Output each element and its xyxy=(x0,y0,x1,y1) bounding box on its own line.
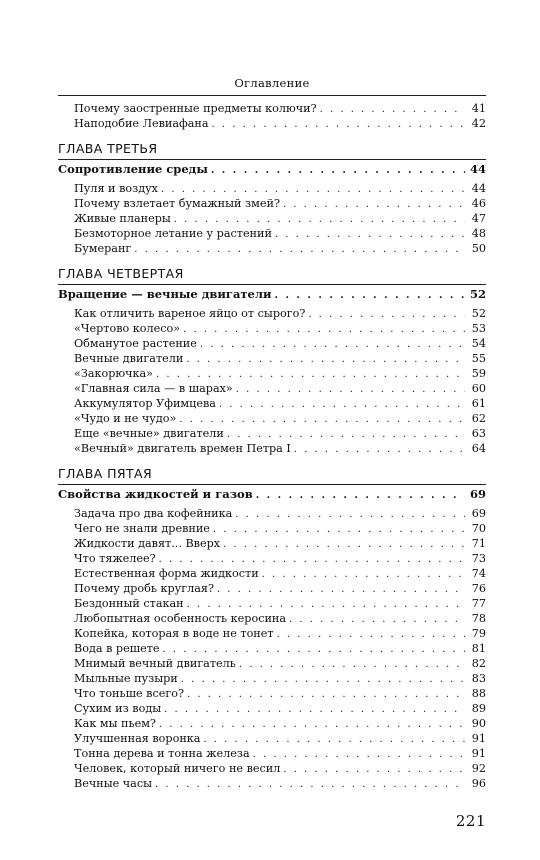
toc-entry-page: 81 xyxy=(471,642,486,655)
toc-entry-title: «Закорючка» xyxy=(74,367,154,380)
toc-entry-page: 91 xyxy=(471,732,486,745)
dot-leader xyxy=(227,427,465,442)
toc-entry xyxy=(58,116,486,131)
dot-leader xyxy=(256,487,465,504)
toc-entry-title: Вечные часы xyxy=(74,777,153,790)
toc-entry xyxy=(58,366,486,381)
dot-leader xyxy=(134,242,465,257)
toc-entry xyxy=(58,336,486,351)
toc-section xyxy=(58,161,486,178)
toc-entry xyxy=(58,731,486,746)
toc-entry-title: Обманутое растение xyxy=(74,337,197,350)
toc-entry-page: 47 xyxy=(471,212,486,225)
toc-entry xyxy=(58,411,486,426)
toc-entry-page: 48 xyxy=(471,227,486,240)
dot-leader xyxy=(235,507,465,522)
toc-entry-page: 52 xyxy=(471,307,486,320)
dot-leader xyxy=(164,702,465,717)
toc-entry xyxy=(58,596,486,611)
toc-entry-title: Еще «вечные» двигатели xyxy=(74,427,224,440)
dot-leader xyxy=(219,397,465,412)
dot-leader xyxy=(289,612,465,627)
dot-leader xyxy=(211,162,465,179)
toc-entry xyxy=(58,761,486,776)
toc-entry-title: Живые планеры xyxy=(74,212,171,225)
dot-leader xyxy=(203,732,465,747)
toc-section-title: Сопротивление среды xyxy=(58,162,208,176)
toc-entry xyxy=(58,701,486,716)
toc-entry-page: 76 xyxy=(471,582,486,595)
toc-entry-page: 60 xyxy=(471,382,486,395)
toc-entry xyxy=(58,671,486,686)
dot-leader xyxy=(239,657,465,672)
toc-entry xyxy=(58,381,486,396)
dot-leader xyxy=(223,537,465,552)
page-number: 221 xyxy=(455,812,486,830)
toc-entry-title: «Чертово колесо» xyxy=(74,322,181,335)
toc-section xyxy=(58,286,486,303)
running-header: Оглавление xyxy=(234,76,310,90)
toc-entry-title: Мыльные пузыри xyxy=(74,672,178,685)
section-wrap xyxy=(58,486,486,503)
dot-leader xyxy=(187,597,465,612)
chapter-heading: ГЛАВА ЧЕТВЕРТАЯ xyxy=(58,266,184,281)
dot-leader xyxy=(217,582,465,597)
dot-leader xyxy=(275,227,465,242)
toc-entry-title: Почему взлетает бумажный змей? xyxy=(74,197,280,210)
toc-entry-page: 44 xyxy=(471,182,486,195)
toc-entry-title: Вода в решете xyxy=(74,642,160,655)
section-wrap xyxy=(58,286,486,303)
toc-entry-page: 50 xyxy=(471,242,486,255)
toc-entry xyxy=(58,776,486,791)
dot-leader xyxy=(155,777,465,792)
toc-entry xyxy=(58,101,486,116)
dot-leader xyxy=(212,117,465,132)
toc-entry xyxy=(58,536,486,551)
dot-leader xyxy=(200,337,465,352)
toc-entry-title: Жидкости давят... Вверх xyxy=(74,537,221,550)
chapter-rule xyxy=(58,159,486,160)
toc-entry-title: Почему заостренные предметы колючи? xyxy=(74,102,317,115)
toc-entry-title: Мнимый вечный двигатель xyxy=(74,657,236,670)
toc-entry-title: Как отличить вареное яйцо от сырого? xyxy=(74,307,306,320)
toc-entry-page: 41 xyxy=(471,102,486,115)
toc-entry-page: 73 xyxy=(471,552,486,565)
dot-leader xyxy=(236,382,465,397)
dot-leader xyxy=(174,212,465,227)
chapter-heading: ГЛАВА ТРЕТЬЯ xyxy=(58,141,158,156)
toc-entry xyxy=(58,566,486,581)
toc-section-page: 69 xyxy=(469,487,486,501)
toc-section-title: Свойства жидкостей и газов xyxy=(58,487,253,501)
dot-leader xyxy=(181,672,465,687)
toc-entry-page: 62 xyxy=(471,412,486,425)
toc-entry-page: 46 xyxy=(471,197,486,210)
toc-section xyxy=(58,486,486,503)
toc-entry-title: Естественная форма жидкости xyxy=(74,567,259,580)
toc-entry-page: 55 xyxy=(471,352,486,365)
toc-entry-title: Что тяжелее? xyxy=(74,552,156,565)
toc-top-list xyxy=(58,101,486,131)
toc-entry-title: «Вечный» двигатель времен Петра I xyxy=(74,442,291,455)
toc-entry-page: 64 xyxy=(471,442,486,455)
section-wrap xyxy=(58,161,486,178)
toc-entry xyxy=(58,641,486,656)
toc-entry-title: Человек, который ничего не весил xyxy=(74,762,281,775)
toc-entry-page: 53 xyxy=(471,322,486,335)
dot-leader xyxy=(275,287,466,304)
dot-leader xyxy=(294,442,465,457)
toc-entry-title: Как мы пьем? xyxy=(74,717,156,730)
dot-leader xyxy=(159,552,465,567)
dot-leader xyxy=(161,182,465,197)
toc-entry-page: 54 xyxy=(471,337,486,350)
dot-leader xyxy=(253,747,465,762)
toc-entry-title: Улучшенная воронка xyxy=(74,732,201,745)
dot-leader xyxy=(179,412,465,427)
toc-entry xyxy=(58,581,486,596)
dot-leader xyxy=(163,642,465,657)
toc-entry-page: 69 xyxy=(471,507,486,520)
dot-leader xyxy=(159,717,465,732)
dot-leader xyxy=(277,627,465,642)
chapter-rule xyxy=(58,284,486,285)
toc-entry xyxy=(58,686,486,701)
toc-entry-page: 42 xyxy=(471,117,486,130)
toc-entry xyxy=(58,196,486,211)
toc-page xyxy=(58,70,486,830)
header-rule xyxy=(58,95,486,96)
dot-leader xyxy=(156,367,465,382)
toc-entry-page: 70 xyxy=(471,522,486,535)
toc-entry-page: 83 xyxy=(471,672,486,685)
toc-entry-title: Чего не знали древние xyxy=(74,522,210,535)
toc-entry xyxy=(58,626,486,641)
toc-entry-title: Вечные двигатели xyxy=(74,352,184,365)
toc-entry-title: Что тоньше всего? xyxy=(74,687,184,700)
dot-leader xyxy=(308,307,465,322)
toc-entry-title: Задача про два кофейника xyxy=(74,507,233,520)
toc-entry xyxy=(58,181,486,196)
toc-entry xyxy=(58,321,486,336)
toc-entry-title: Бездонный стакан xyxy=(74,597,184,610)
toc-entry xyxy=(58,351,486,366)
dot-leader xyxy=(187,687,465,702)
toc-entry-title: Аккумулятор Уфимцева xyxy=(74,397,216,410)
chapter-rule xyxy=(58,484,486,485)
dot-leader xyxy=(320,102,465,117)
chapters-container xyxy=(58,141,486,791)
dot-leader xyxy=(183,322,465,337)
toc-entry-page: 74 xyxy=(471,567,486,580)
toc-entry xyxy=(58,521,486,536)
toc-entry xyxy=(58,226,486,241)
dot-leader xyxy=(283,762,465,777)
toc-entry-title: «Чудо и не чудо» xyxy=(74,412,177,425)
toc-entry xyxy=(58,611,486,626)
toc-entry-page: 59 xyxy=(471,367,486,380)
dot-leader xyxy=(262,567,465,582)
toc-section-page: 44 xyxy=(469,162,486,176)
toc-entry-page: 71 xyxy=(471,537,486,550)
toc-entry-page: 90 xyxy=(471,717,486,730)
toc-entry-page: 77 xyxy=(471,597,486,610)
toc-entry-title: Безмоторное летание у растений xyxy=(74,227,272,240)
toc-entry xyxy=(58,396,486,411)
toc-entry-title: Наподобие Левиафана xyxy=(74,117,209,130)
toc-entry xyxy=(58,746,486,761)
toc-entry-page: 78 xyxy=(471,612,486,625)
toc-entry-title: Копейка, которая в воде не тонет xyxy=(74,627,274,640)
toc-entry-page: 88 xyxy=(471,687,486,700)
toc-entry-page: 92 xyxy=(471,762,486,775)
toc-entry-title: Тонна дерева и тонна железа xyxy=(74,747,250,760)
toc-entry-page: 79 xyxy=(471,627,486,640)
toc-entry-page: 89 xyxy=(471,702,486,715)
toc-entry xyxy=(58,441,486,456)
dot-leader xyxy=(186,352,465,367)
toc-entry-title: Пуля и воздух xyxy=(74,182,158,195)
toc-entry xyxy=(58,306,486,321)
toc-entry xyxy=(58,716,486,731)
toc-entry-page: 96 xyxy=(471,777,486,790)
toc-entry xyxy=(58,656,486,671)
toc-entry xyxy=(58,426,486,441)
toc-entry xyxy=(58,211,486,226)
toc-section-page: 52 xyxy=(469,287,486,301)
toc-entry-page: 91 xyxy=(471,747,486,760)
toc-entry xyxy=(58,241,486,256)
toc-entry-title: Почему дробь круглая? xyxy=(74,582,214,595)
toc-section-title: Вращение — вечные двигатели xyxy=(58,287,272,301)
toc-entry-title: Любопытная особенность керосина xyxy=(74,612,287,625)
chapter-heading: ГЛАВА ПЯТАЯ xyxy=(58,466,153,481)
toc-entry-page: 82 xyxy=(471,657,486,670)
toc-entry-title: «Главная сила — в шарах» xyxy=(74,382,233,395)
toc-entry-page: 63 xyxy=(471,427,486,440)
dot-leader xyxy=(283,197,465,212)
toc-entry-title: Сухим из воды xyxy=(74,702,162,715)
toc-entry-page: 61 xyxy=(471,397,486,410)
toc-entry xyxy=(58,506,486,521)
dot-leader xyxy=(213,522,465,537)
toc-entry-title: Бумеранг xyxy=(74,242,132,255)
toc-entry xyxy=(58,551,486,566)
